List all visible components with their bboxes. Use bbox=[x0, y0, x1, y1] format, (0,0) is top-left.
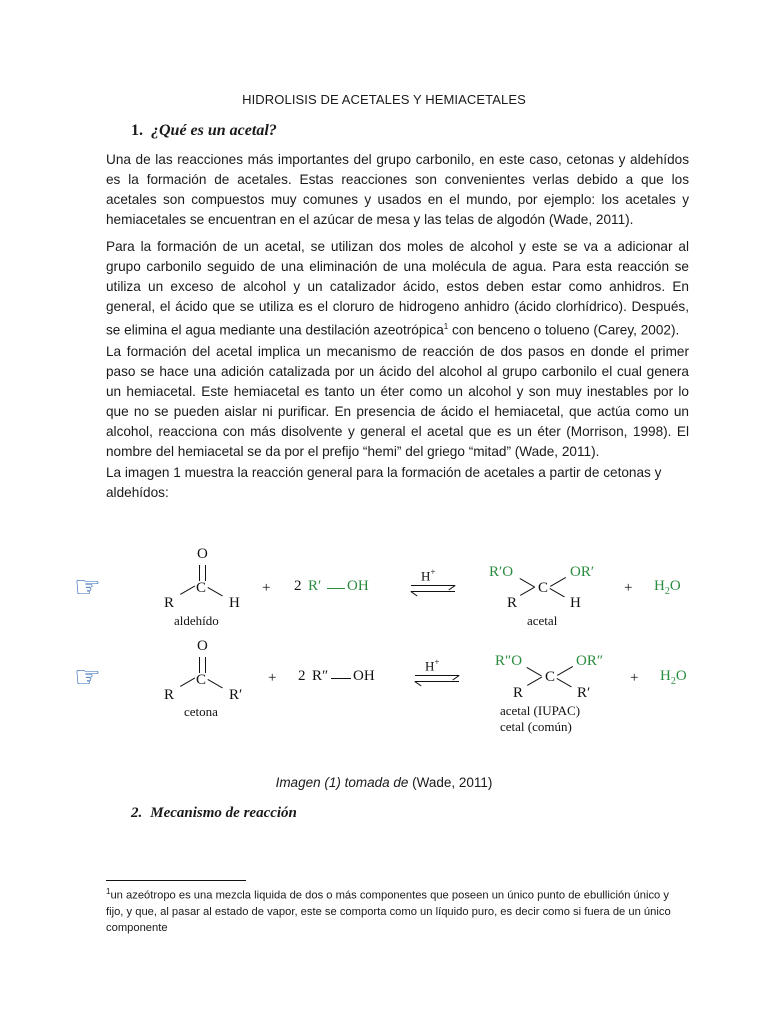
figure-caption bbox=[0, 775, 768, 790]
paragraph-2-text: Para la formación de un acetal, se utilizan dos moles de alcohol y este se va a adicionar al grupo carbonilo seguido de una eliminación de una molécula de agua. Para esta reacción se utiliza un exceso de alcohol y un catalizador ácido, estos deben estar como anhidros. En general, el ácido que se utiliza es el cloruro de hidrogeno anhidro (ácido clorhídrico). Después, se elimina el agua mediante una destilación azeotrópica bbox=[106, 239, 689, 338]
bond bbox=[520, 578, 535, 587]
bond bbox=[327, 588, 345, 589]
ketal-left-alkoxy: R″O bbox=[495, 653, 523, 669]
pointing-hand-icon: ☞ bbox=[74, 570, 101, 605]
section-2-heading bbox=[131, 805, 297, 822]
alcohol-r-group: R″ bbox=[312, 668, 329, 684]
double-bond bbox=[199, 565, 206, 581]
bond bbox=[527, 667, 542, 676]
acetal-right-alkoxy: OR′ bbox=[570, 564, 595, 580]
ketal-r-prime-group: R′ bbox=[577, 685, 591, 701]
aldehyde-oxygen: O bbox=[197, 546, 208, 562]
bond bbox=[557, 666, 573, 676]
bond bbox=[557, 678, 572, 687]
aldehyde-carbon: C bbox=[196, 580, 207, 596]
caption-reference: (Wade, 2011) bbox=[408, 775, 493, 790]
reagent-coefficient: 2 bbox=[294, 578, 302, 594]
footnote-number: 1 bbox=[106, 887, 111, 896]
caption-italic: Imagen (1) tomada de bbox=[275, 775, 409, 790]
bond bbox=[208, 679, 223, 688]
section-1-heading bbox=[131, 122, 277, 140]
section-2-number: 2. bbox=[131, 805, 143, 821]
section-2-title: Mecanismo de reacción bbox=[150, 805, 297, 821]
paragraph-2-end: con benceno o tolueno (Carey, 2002). bbox=[448, 322, 680, 338]
bond bbox=[180, 678, 195, 687]
bond bbox=[180, 586, 195, 595]
footnote-text: un azeótropo es una mezcla liquida de dos o más componentes que poseen un único punto de ebullición único y fijo, y que, al pasar al estado de vapor, este se comporta como un líquido puro, es decir como si fuera de un único componente bbox=[106, 889, 671, 934]
plus-sign: + bbox=[268, 670, 277, 686]
footnote-separator bbox=[106, 880, 246, 881]
alcohol-r-group: R′ bbox=[308, 578, 322, 594]
reaction-scheme bbox=[0, 540, 768, 740]
ketal-label-iupac: acetal (IUPAC) bbox=[500, 703, 581, 718]
water: $H_2O$ bbox=[660, 668, 687, 687]
footnote-ref[interactable]: 1 bbox=[443, 322, 449, 331]
acetal-carbon: C bbox=[538, 580, 549, 596]
paragraph-2 bbox=[106, 237, 689, 341]
ketone-carbon: C bbox=[196, 672, 207, 688]
bond bbox=[550, 588, 565, 597]
ketal-r-group: R bbox=[513, 685, 524, 701]
document-title: HIDROLISIS DE ACETALES Y HEMIACETALES bbox=[242, 92, 526, 107]
ketone-r-prime-group: R′ bbox=[229, 687, 243, 703]
bond bbox=[550, 577, 566, 587]
ketone-label: cetona bbox=[184, 704, 218, 719]
acetal-hydrogen: H bbox=[570, 595, 581, 611]
acetal-r-group: R bbox=[507, 595, 518, 611]
section-1-number: 1. bbox=[131, 122, 143, 139]
aldehyde-hydrogen: H bbox=[229, 595, 240, 611]
aldehyde-label: aldehído bbox=[174, 613, 219, 628]
ketone-oxygen: O bbox=[197, 638, 208, 654]
bond bbox=[331, 678, 351, 679]
bond bbox=[520, 587, 535, 596]
reagent-coefficient: 2 bbox=[298, 668, 306, 684]
pointing-hand-icon: ☞ bbox=[74, 660, 101, 695]
ketal-label-common: cetal (común) bbox=[500, 719, 572, 734]
paragraph-3: La formación del acetal implica un mecanismo de reacción de dos pasos en donde el primer paso se hace una adición catalizada por un ácido del alcohol al grupo carbonilo el cual genera un hemiacetal. Este hemiacetal es tanto un éter como un alcohol y son muy inestables por lo que no se pueden aislar ni purificar. En presencia de ácido el hemiacetal, que actúa como un alcohol, reacciona con más disolvente y general el acetal que es un éter (Morrison, 1998). El nombre del hemiacetal se da por el prefijo “hemi” del griego “mitad” (Wade, 2011). bbox=[106, 344, 689, 459]
aldehyde-r-group: R bbox=[164, 595, 175, 611]
ketal-carbon: C bbox=[545, 669, 556, 685]
footnote bbox=[106, 884, 686, 936]
bond bbox=[527, 677, 542, 686]
acetal-label: acetal bbox=[527, 613, 558, 628]
section-1-title: ¿Qué es un acetal? bbox=[151, 122, 277, 139]
paragraph-4: La imagen 1 muestra la reacción general para la formación de acetales a partir de cetonas y aldehídos: bbox=[106, 465, 662, 500]
bond bbox=[208, 587, 223, 596]
plus-sign: + bbox=[630, 670, 639, 686]
alcohol-oh: OH bbox=[347, 578, 369, 594]
plus-sign: + bbox=[624, 580, 633, 596]
catalyst: H+ bbox=[421, 567, 436, 584]
alcohol-oh: OH bbox=[353, 668, 375, 684]
double-bond bbox=[199, 657, 206, 673]
acetal-left-alkoxy: R′O bbox=[489, 564, 514, 580]
ketal-right-alkoxy: OR″ bbox=[576, 653, 604, 669]
ketone-r-group: R bbox=[164, 687, 175, 703]
catalyst: H+ bbox=[425, 657, 440, 674]
plus-sign: + bbox=[262, 580, 271, 596]
paragraph-1: Una de las reacciones más importantes del grupo carbonilo, en este caso, cetonas y aldehídos es la formación de acetales. Estas reacciones son convenientes verlas debido a que los acetales son compuestos muy comunes y usados en el mundo, por ejemplo: los acetales y hemiacetales se encuentran en el azúcar de mesa y las telas de algodón (Wade, 2011). bbox=[106, 152, 689, 227]
water: $H_2O$ bbox=[654, 578, 681, 597]
